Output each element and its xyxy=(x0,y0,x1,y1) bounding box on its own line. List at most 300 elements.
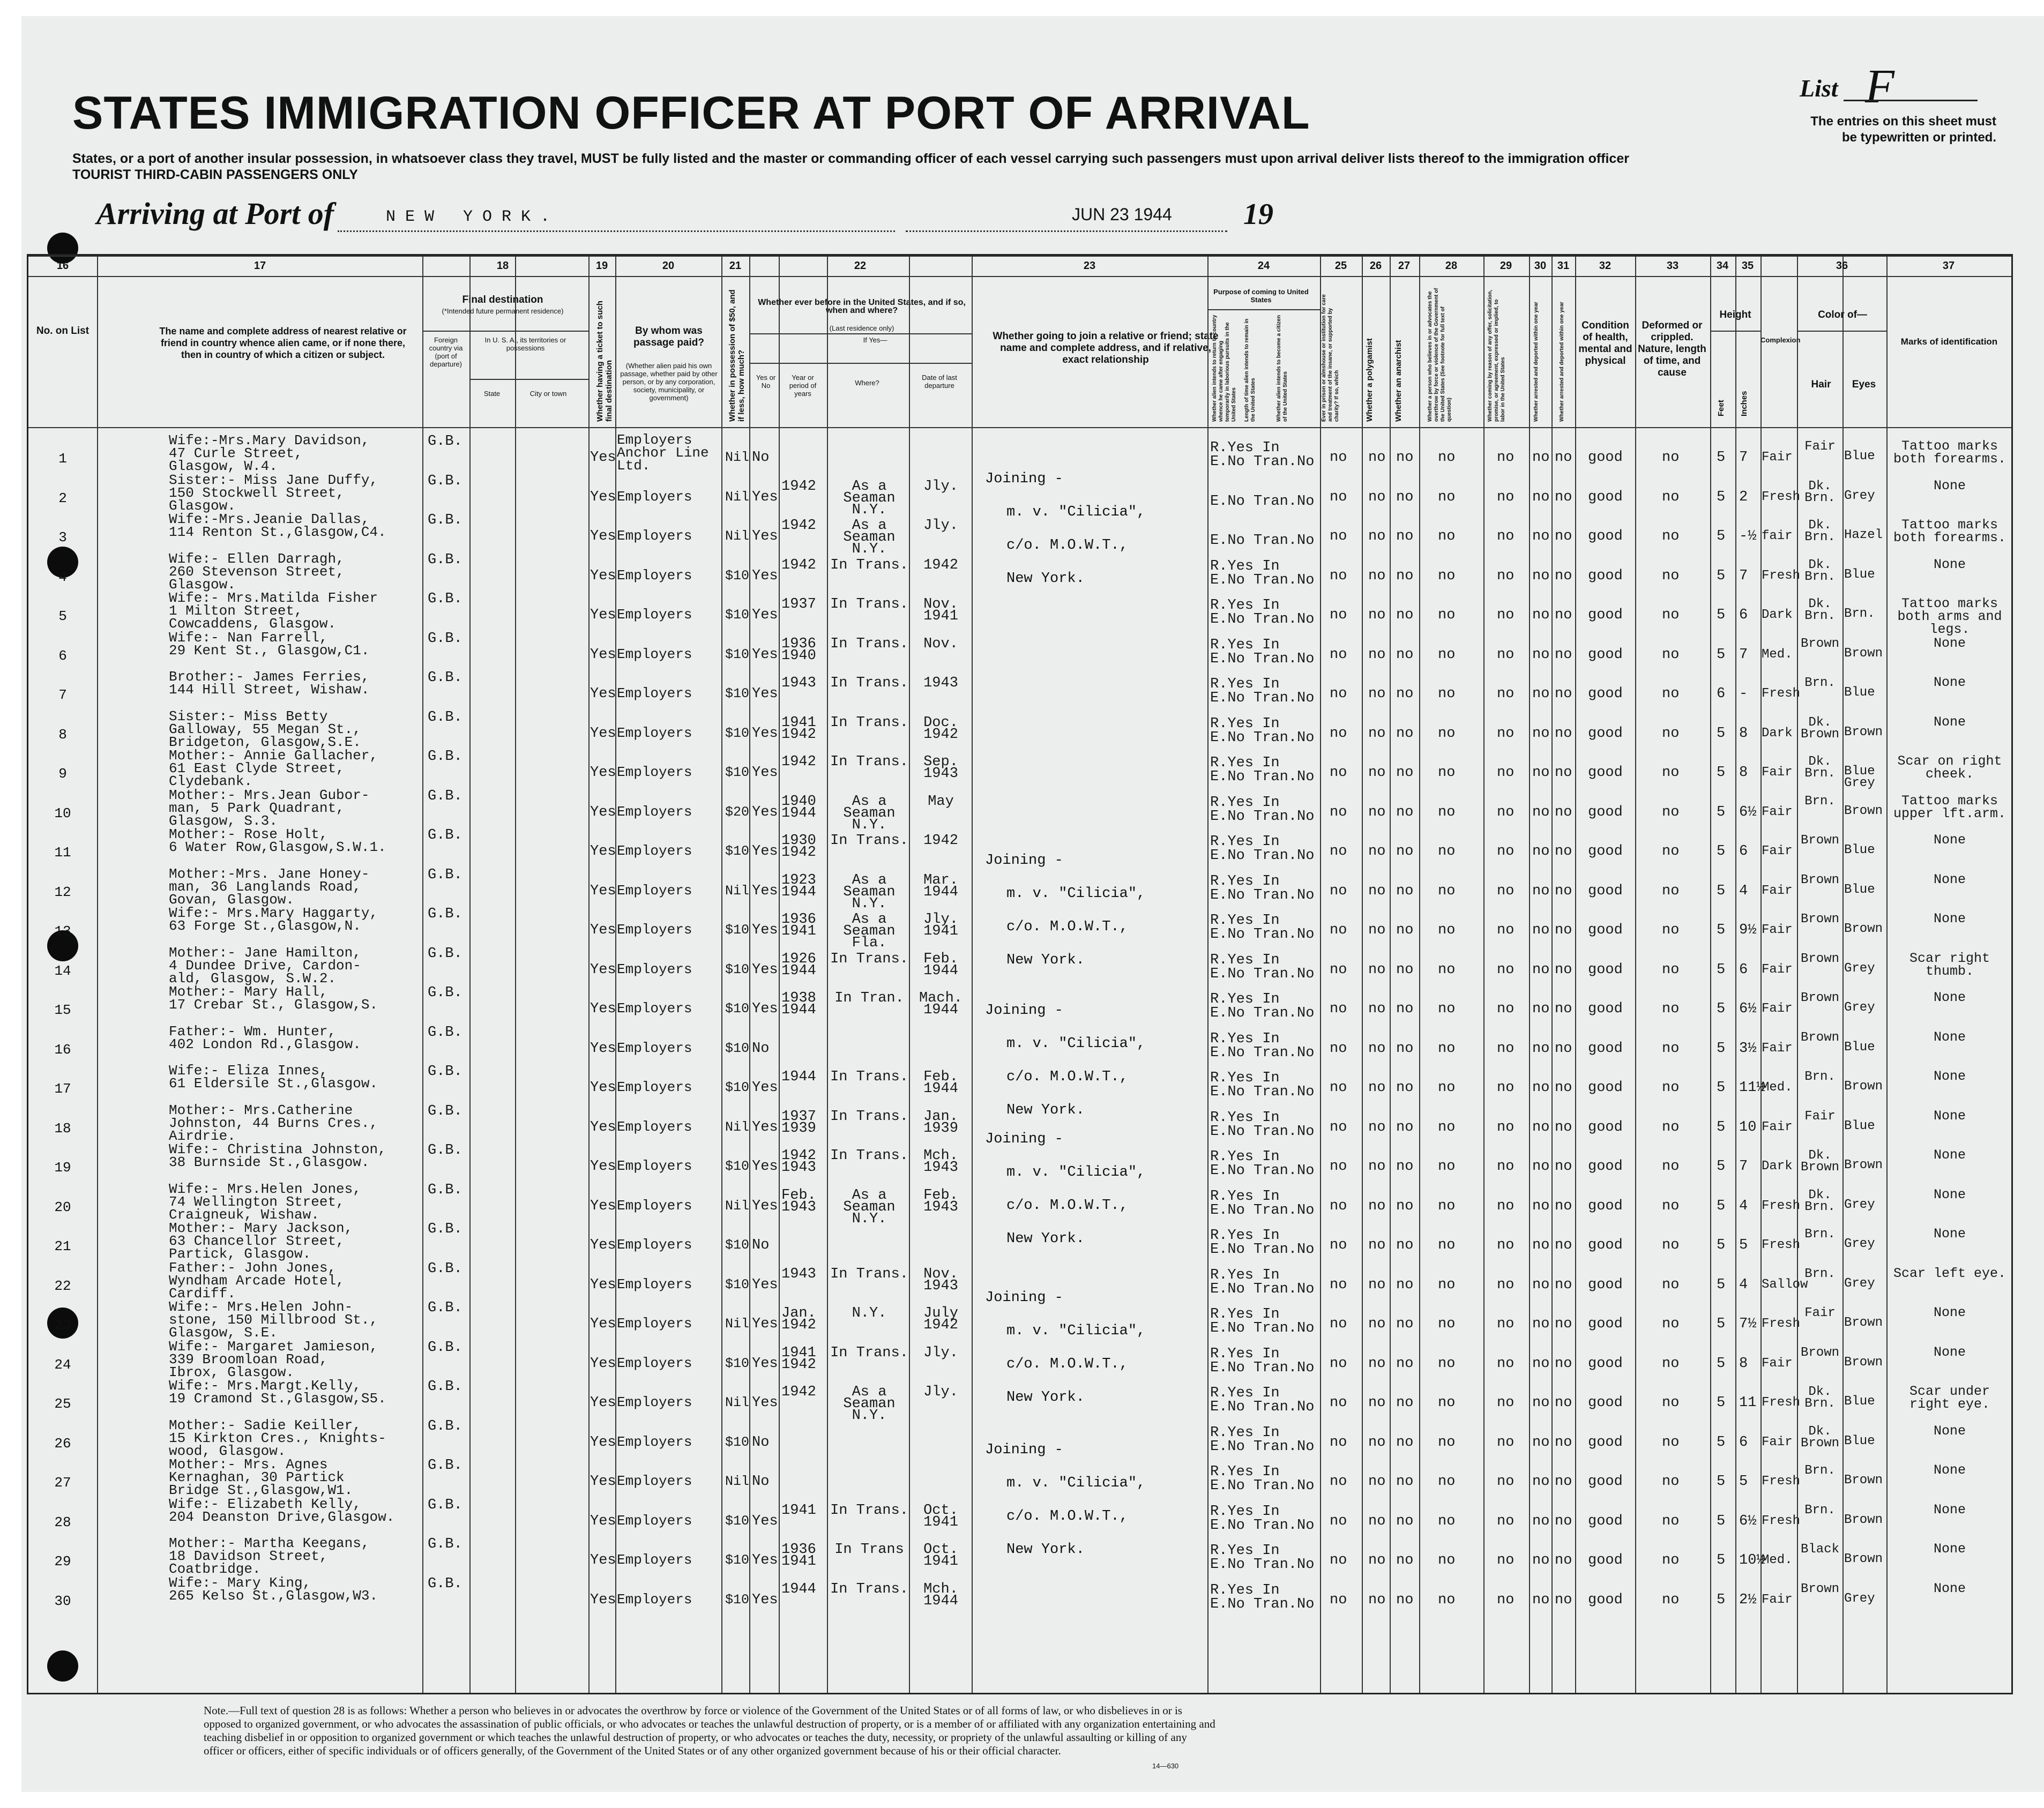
question-answer: no xyxy=(1497,883,1515,899)
ticket-status: Yes xyxy=(590,1198,616,1214)
ticket-status: Yes xyxy=(590,1552,616,1568)
relative-address-line: man, 36 Langlands Road, xyxy=(169,878,361,895)
question-answer: no xyxy=(1330,1237,1347,1253)
purpose-line-1: R.Yes In xyxy=(1210,991,1280,1007)
height-feet: 5 xyxy=(1717,1316,1726,1332)
question-answer: no xyxy=(1330,1316,1347,1332)
header-col-34-inches: Inches xyxy=(1740,391,1749,416)
question-answer: no xyxy=(1396,1513,1414,1529)
been-in-us: Yes xyxy=(752,765,778,781)
eye-color: Brown xyxy=(1844,1316,1883,1330)
passage-paid-by: Employers xyxy=(617,607,692,623)
header-col-24b: Length of time alien intends to remain in the United States xyxy=(1244,318,1256,422)
joining-block-3 xyxy=(985,994,1145,1127)
footer-note: Note.—Full text of question 28 is as follows: Whether a person who believes in or advocates the overthrow by force or violence of the Government of the United States or of all forms of law, or who disbelieves in or is opposed to organized government, or who advocates the assassination of public officials, or who advocates or teaches the unlawful destruction of property, or is a member of or affiliated with any organization entertaining and teaching disbelief in or opposition to organized government or which teaches the unlawful destruction of property, or who advocates or teaches the duty, necessity, or propriety of the unlawful assaulting or killing of any officer or officers, either of specific individuals or of officers generally, of the Government of the United States or of any other organized government because of his or their official character. xyxy=(204,1704,1215,1757)
header-col-28: Whether a person who believes in or advocates the overthrow by force or violence of the Government of the United States (See footnote for full text of question) xyxy=(1427,288,1452,422)
ticket-status: Yes xyxy=(590,1513,616,1529)
where-in-us: In Trans xyxy=(834,1542,904,1558)
purpose-line-1: R.Yes In xyxy=(1210,1267,1280,1283)
joining-line-4: New York. xyxy=(1006,1542,1085,1558)
question-answer: no xyxy=(1532,450,1550,466)
column-rule xyxy=(615,256,616,1693)
height-inches: 7 xyxy=(1739,646,1748,663)
relative-address-line: Mother:- Mrs.Jean Gubor- xyxy=(169,787,370,803)
identification-marks: Scar right thumb. xyxy=(1909,950,1990,979)
complexion: Fair xyxy=(1762,844,1793,858)
relative-address-line: 15 Kirkton Cres., Knights- xyxy=(169,1430,386,1446)
question-answer: no xyxy=(1532,489,1550,505)
passage-paid-by: Employers xyxy=(617,1079,692,1095)
foreign-country: G.B. xyxy=(428,945,462,962)
health-condition: good xyxy=(1588,1119,1623,1135)
been-in-us: No xyxy=(752,1474,770,1490)
relative-address-line: Airdrie. xyxy=(169,1127,236,1144)
been-in-us: No xyxy=(752,1237,770,1253)
complexion: Fair xyxy=(1762,765,1793,780)
column-rule xyxy=(1362,256,1363,1693)
where-in-us: In Trans. xyxy=(830,1266,908,1282)
health-condition: good xyxy=(1588,922,1623,938)
purpose-line-1: R.Yes In xyxy=(1210,676,1280,692)
eye-color: Brown xyxy=(1844,803,1883,818)
question-answer: no xyxy=(1330,1276,1347,1293)
header-col-19: Whether having a ticket to such final destination xyxy=(595,301,614,422)
health-condition: good xyxy=(1588,725,1623,742)
arrival-port: NEW YORK. xyxy=(386,208,560,226)
joining-line-4: New York. xyxy=(1006,1231,1085,1247)
question-answer: no xyxy=(1497,922,1515,938)
money-in-possession: Nil xyxy=(725,1316,750,1332)
question-answer: no xyxy=(1396,1552,1414,1568)
identification-marks: None xyxy=(1933,635,1966,651)
height-inches: -½ xyxy=(1739,528,1757,544)
relative-address-line: Johnston, 44 Burns Cres., xyxy=(169,1115,378,1131)
purpose-line-2: E.No Tran.No xyxy=(1210,1202,1315,1219)
question-answer: no xyxy=(1330,725,1347,742)
hair-color: Brown xyxy=(1800,951,1839,966)
passage-paid-by: Employers xyxy=(617,843,692,859)
question-answer: no xyxy=(1532,1474,1550,1490)
joining-line-3: c/o. M.O.W.T., xyxy=(1006,1508,1128,1525)
joining-line-2: m. v. "Cilicia", xyxy=(1006,504,1146,520)
row-number: 5 xyxy=(58,608,67,624)
purpose-line-1: R.Yes In xyxy=(1210,715,1280,732)
height-feet: 5 xyxy=(1717,1355,1726,1372)
row-number: 27 xyxy=(54,1475,71,1491)
relative-address-line: Wife:- Mary King, xyxy=(169,1574,311,1591)
date-of-departure: Jly. xyxy=(923,1344,958,1361)
height-inches: 5 xyxy=(1739,1237,1748,1253)
passage-paid-by: Employers xyxy=(617,1316,692,1332)
column-rule xyxy=(827,256,828,1693)
joining-block-2 xyxy=(985,844,1145,977)
question-answer: no xyxy=(1555,1237,1572,1253)
deformity: no xyxy=(1662,1237,1680,1253)
purpose-line-2: E.No Tran.No xyxy=(1210,1163,1315,1179)
question-answer: no xyxy=(1438,528,1456,544)
question-answer: no xyxy=(1396,686,1414,702)
relative-address-line: 63 Forge St.,Glasgow,N. xyxy=(169,918,361,934)
question-answer: no xyxy=(1497,1355,1515,1372)
height-inches: 6½ xyxy=(1739,1513,1757,1529)
column-number: 17 xyxy=(253,260,266,272)
health-condition: good xyxy=(1588,528,1623,544)
period-of-years: 1942 xyxy=(781,754,816,770)
question-answer: no xyxy=(1396,1395,1414,1411)
identification-marks: None xyxy=(1933,911,1966,927)
header-col-23: Whether going to join a relative or friend; state name and complete address, and if relative, exact relationship xyxy=(993,331,1219,365)
period-of-years: 1936 1941 xyxy=(781,1542,816,1570)
health-condition: good xyxy=(1588,1513,1623,1529)
complexion: Fair xyxy=(1762,1592,1793,1607)
header-col-36-eyes: Eyes xyxy=(1852,379,1876,390)
joining-block-4 xyxy=(985,1123,1145,1256)
been-in-us: No xyxy=(752,1434,770,1451)
question-answer: no xyxy=(1368,961,1386,978)
question-answer: no xyxy=(1330,1592,1347,1608)
deformity: no xyxy=(1662,646,1680,663)
deformity: no xyxy=(1662,528,1680,544)
deformity: no xyxy=(1662,1276,1680,1293)
header-col-22-period: Year or period of years xyxy=(789,373,817,398)
question-answer: no xyxy=(1438,1001,1456,1017)
relative-address-line: Glasgow. xyxy=(169,576,236,593)
where-in-us: In Trans. xyxy=(830,833,908,849)
complexion: Fresh xyxy=(1762,686,1801,701)
question-answer: no xyxy=(1532,1592,1550,1608)
passage-paid-by: Employers xyxy=(617,488,692,505)
question-answer: no xyxy=(1497,765,1515,781)
purpose-line-2: E.No Tran.No xyxy=(1210,1242,1315,1258)
column-rule xyxy=(1483,256,1484,1693)
foreign-country: G.B. xyxy=(428,1024,462,1041)
subheader-rule xyxy=(422,331,588,332)
been-in-us: Yes xyxy=(752,489,778,505)
joining-block-1 xyxy=(985,462,1145,595)
purpose-line-2: E.No Tran.No xyxy=(1210,808,1315,825)
height-feet: 5 xyxy=(1717,489,1726,505)
purpose-line-2: E.No Tran.No xyxy=(1210,769,1315,785)
relative-address-line: Wife:- Christina Johnston, xyxy=(169,1141,386,1157)
header-col-29: Whether coming by reason of any offer, solicitation, promise, or agreement, expressed or implied, to labor in the United States xyxy=(1487,289,1506,422)
column-number: 25 xyxy=(1334,260,1347,272)
question-answer: no xyxy=(1330,883,1347,899)
foreign-country: G.B. xyxy=(428,866,462,883)
date-of-departure: Oct. 1941 xyxy=(923,1502,958,1530)
list-label: List xyxy=(1800,74,1838,102)
row-number: 6 xyxy=(58,647,67,664)
date-of-departure: Feb. 1943 xyxy=(923,1187,958,1215)
money-in-possession: $20 xyxy=(725,804,750,820)
money-in-possession: $10 xyxy=(725,686,750,701)
period-of-years: 1944 xyxy=(781,1069,816,1085)
row-number: 15 xyxy=(54,1002,71,1018)
been-in-us: Yes xyxy=(752,1395,778,1411)
hair-color: Brn. xyxy=(1804,794,1836,809)
passage-paid-by: Employers xyxy=(617,685,692,701)
question-answer: no xyxy=(1532,922,1550,938)
subtitle-instructions: States, or a port of another insular possession, in whatsoever class they travel, MUST be fully listed and the master or commanding officer of each vessel carrying such passengers must upon arrival deliver lists thereof to the immigration officer xyxy=(72,151,1629,166)
where-in-us: In Trans. xyxy=(830,675,908,691)
ticket-status: Yes xyxy=(590,1592,616,1608)
height-inches: 11½ xyxy=(1739,1080,1765,1096)
date-of-departure: Mach. 1944 xyxy=(919,990,963,1018)
height-inches: 9½ xyxy=(1739,922,1757,938)
eye-color: Brown xyxy=(1844,1552,1883,1566)
question-answer: no xyxy=(1555,1198,1572,1214)
question-answer: no xyxy=(1555,528,1572,544)
column-rule xyxy=(469,256,471,1693)
question-answer: no xyxy=(1532,843,1550,860)
port-underline xyxy=(338,230,895,232)
foreign-country: G.B. xyxy=(428,1142,462,1159)
foreign-country: G.B. xyxy=(428,1536,462,1552)
question-answer: no xyxy=(1368,607,1386,623)
height-feet: 5 xyxy=(1717,1592,1726,1608)
height-inches: 8 xyxy=(1739,1355,1748,1372)
column-rule xyxy=(1575,256,1576,1693)
purpose-line-2: E.No Tran.No xyxy=(1210,1123,1315,1140)
question-answer: no xyxy=(1555,607,1572,623)
been-in-us: Yes xyxy=(752,883,778,899)
hair-color: Brown xyxy=(1800,1030,1839,1045)
height-feet: 5 xyxy=(1717,1080,1726,1096)
header-top-rule xyxy=(28,256,2011,257)
period-of-years: 1942 1943 xyxy=(781,1148,816,1176)
question-answer: no xyxy=(1532,765,1550,781)
question-answer: no xyxy=(1497,1237,1515,1253)
complexion: Fair xyxy=(1762,450,1793,465)
relative-address-line: 265 Kelso St.,Glasgow,W3. xyxy=(169,1587,378,1604)
relative-address-line: Wife:- Mrs.Mary Haggarty, xyxy=(169,905,378,921)
relative-address-line: Mother:- Martha Keegans, xyxy=(169,1535,370,1551)
question-answer: no xyxy=(1532,1395,1550,1411)
question-answer: no xyxy=(1497,1040,1515,1057)
question-answer: no xyxy=(1396,725,1414,742)
relative-address-line: Mother:- Mary Hall, xyxy=(169,984,328,1000)
complexion: Fresh xyxy=(1762,1513,1801,1528)
question-answer: no xyxy=(1555,1355,1572,1372)
hair-color: Dk. Brn. xyxy=(1804,1187,1836,1214)
question-answer: no xyxy=(1438,1434,1456,1451)
where-in-us: As a Seaman N.Y. xyxy=(843,518,896,557)
row-number: 14 xyxy=(54,962,71,979)
complexion: fair xyxy=(1762,529,1793,543)
hair-color: Fair xyxy=(1804,1306,1836,1320)
header-col-18-note: (*Intended future permanent residence) xyxy=(442,307,564,315)
passage-paid-by: Employers xyxy=(617,1552,692,1568)
complexion: Fair xyxy=(1762,1435,1793,1450)
question-answer: no xyxy=(1532,646,1550,663)
relative-address-line: Glasgow, W.4. xyxy=(169,458,278,474)
eye-color: Blue xyxy=(1844,1394,1875,1409)
column-rule xyxy=(1710,256,1711,1693)
relative-address-line: Mother:- Rose Holt, xyxy=(169,826,328,842)
period-of-years: 1930 1942 xyxy=(781,833,816,861)
question-answer: no xyxy=(1368,646,1386,663)
hair-color: Brn. xyxy=(1804,1463,1836,1478)
question-answer: no xyxy=(1438,686,1456,702)
foreign-country: G.B. xyxy=(428,1182,462,1198)
joining-line-4: New York. xyxy=(1006,571,1085,587)
period-of-years: 1943 xyxy=(781,675,816,691)
height-inches: 4 xyxy=(1739,1276,1748,1293)
question-answer: no xyxy=(1396,450,1414,466)
hair-color: Brown xyxy=(1800,636,1839,651)
column-number: 37 xyxy=(1942,260,1955,272)
ticket-status: Yes xyxy=(590,725,616,742)
row-number: 20 xyxy=(54,1199,71,1215)
height-inches: 7 xyxy=(1739,567,1748,584)
height-feet: 5 xyxy=(1717,1001,1726,1017)
been-in-us: Yes xyxy=(752,1119,778,1135)
row-number: 22 xyxy=(54,1277,71,1294)
relative-address-line: Brother:- James Ferries, xyxy=(169,669,370,685)
question-answer: no xyxy=(1330,961,1347,978)
question-answer: no xyxy=(1438,1474,1456,1490)
question-answer: no xyxy=(1438,1080,1456,1096)
complexion: Fair xyxy=(1762,962,1793,977)
complexion: Fresh xyxy=(1762,1238,1801,1252)
question-answer: no xyxy=(1555,1592,1572,1608)
question-answer: no xyxy=(1438,1513,1456,1529)
header-col-24: Purpose of coming to United States xyxy=(1213,288,1309,304)
question-answer: no xyxy=(1330,1198,1347,1214)
question-answer: no xyxy=(1497,804,1515,820)
question-answer: no xyxy=(1497,1513,1515,1529)
health-condition: good xyxy=(1588,765,1623,781)
deformity: no xyxy=(1662,1198,1680,1214)
eye-color: Grey xyxy=(1844,1591,1875,1606)
passage-paid-by: Employers xyxy=(617,1237,692,1253)
money-in-possession: $10 xyxy=(725,1001,750,1017)
eye-color: Blue xyxy=(1844,1118,1875,1133)
header-col-18: Final destination xyxy=(462,294,543,305)
joining-line-2: m. v. "Cilicia", xyxy=(1006,1475,1146,1491)
joining-line-4: New York. xyxy=(1006,1102,1085,1118)
row-number: 18 xyxy=(54,1120,71,1137)
header-col-18-usa: In U. S. A., its territories or possessions xyxy=(484,336,566,352)
question-answer: no xyxy=(1368,1040,1386,1057)
question-answer: no xyxy=(1368,1159,1386,1175)
question-answer: no xyxy=(1330,567,1347,584)
foreign-country: G.B. xyxy=(428,1575,462,1592)
date-of-departure: Mch. 1943 xyxy=(923,1148,958,1176)
question-answer: no xyxy=(1330,1434,1347,1451)
date-of-departure: Nov. xyxy=(923,636,958,652)
question-answer: no xyxy=(1532,1276,1550,1293)
question-answer: no xyxy=(1396,1080,1414,1096)
question-answer: no xyxy=(1497,1395,1515,1411)
question-answer: no xyxy=(1532,607,1550,623)
header-col-18-state: State xyxy=(483,390,501,398)
height-inches: 7 xyxy=(1739,450,1748,466)
foreign-country: G.B. xyxy=(428,906,462,922)
purpose-line-1: R.Yes In xyxy=(1210,1385,1280,1401)
foreign-country: G.B. xyxy=(428,1221,462,1237)
height-feet: 5 xyxy=(1717,1474,1726,1490)
question-answer: no xyxy=(1438,1237,1456,1253)
ticket-status: Yes xyxy=(590,843,616,860)
ticket-status: Yes xyxy=(590,804,616,820)
question-answer: no xyxy=(1497,961,1515,978)
form-number: 14—630 xyxy=(1152,1762,1179,1770)
relative-address-line: wood, Glasgow. xyxy=(169,1443,286,1459)
question-answer: no xyxy=(1497,1159,1515,1175)
height-feet: 5 xyxy=(1717,883,1726,899)
hair-color: Dk. Brn. xyxy=(1804,1385,1836,1411)
question-answer: no xyxy=(1368,1395,1386,1411)
ticket-status: Yes xyxy=(590,1474,616,1490)
joining-line-1: Joining - xyxy=(985,1290,1063,1306)
deformity: no xyxy=(1662,686,1680,702)
purpose-line-2: E.No Tran.No xyxy=(1210,848,1315,864)
passage-paid-by: Employers xyxy=(617,1040,692,1056)
relative-address-line: Wife:- Mrs.Margt.Kelly, xyxy=(169,1378,361,1394)
eye-color: Brown xyxy=(1844,1512,1883,1527)
column-number: 29 xyxy=(1500,260,1512,272)
eye-color: Brown xyxy=(1844,1158,1883,1172)
column-rule xyxy=(422,256,423,1693)
relative-address-line: Wife:- Margaret Jamieson, xyxy=(169,1338,378,1355)
relative-address-line: Wife:- Nan Farrell, xyxy=(169,629,328,646)
deformity: no xyxy=(1662,1159,1680,1175)
identification-marks: Tattoo marks both forearms. xyxy=(1893,517,2006,546)
height-inches: 3½ xyxy=(1739,1040,1757,1057)
purpose-line-1: R.Yes In xyxy=(1210,834,1280,850)
manifest-table xyxy=(27,254,2013,1694)
header-col-22-where: Where? xyxy=(855,379,879,387)
row-number: 26 xyxy=(54,1435,71,1452)
eye-color: Blue xyxy=(1844,567,1875,582)
subheader-rule xyxy=(469,379,588,380)
question-answer: no xyxy=(1330,1119,1347,1135)
where-in-us: In Trans. xyxy=(830,1108,908,1125)
health-condition: good xyxy=(1588,686,1623,702)
column-number: 18 xyxy=(496,260,509,272)
purpose-line-2: E.No Tran.No xyxy=(1210,1320,1315,1336)
joining-line-3: c/o. M.O.W.T., xyxy=(1006,1356,1128,1372)
identification-marks: None xyxy=(1933,477,1966,494)
identification-marks: None xyxy=(1933,1029,1966,1045)
been-in-us: Yes xyxy=(752,1276,778,1293)
deformity: no xyxy=(1662,1513,1680,1529)
question-answer: no xyxy=(1532,961,1550,978)
column-rule xyxy=(1320,256,1321,1693)
money-in-possession: $10 xyxy=(725,1080,750,1095)
question-answer: no xyxy=(1396,1355,1414,1372)
question-answer: no xyxy=(1330,804,1347,820)
column-rule xyxy=(1797,256,1798,1693)
column-number: 26 xyxy=(1369,260,1382,272)
complexion: Fair xyxy=(1762,923,1793,937)
period-of-years: 1942 xyxy=(781,557,816,573)
health-condition: good xyxy=(1588,804,1623,820)
purpose-line-1: R.Yes In xyxy=(1210,1070,1280,1086)
question-answer: no xyxy=(1438,804,1456,820)
question-answer: no xyxy=(1438,1316,1456,1332)
health-condition: good xyxy=(1588,1080,1623,1096)
complexion: Fresh xyxy=(1762,1474,1801,1489)
passage-paid-by: Employers xyxy=(617,1197,692,1214)
eye-color: Grey xyxy=(1844,1237,1875,1251)
question-answer: no xyxy=(1497,450,1515,466)
purpose-line-2: E.No Tran.No xyxy=(1210,572,1315,588)
purpose-line-2: E.No Tran.No xyxy=(1210,1557,1315,1573)
arrival-date-stamp: JUN 23 1944 xyxy=(1072,205,1172,224)
row-number: 28 xyxy=(54,1514,71,1530)
relative-address-line: 339 Broomloan Road, xyxy=(169,1351,328,1368)
